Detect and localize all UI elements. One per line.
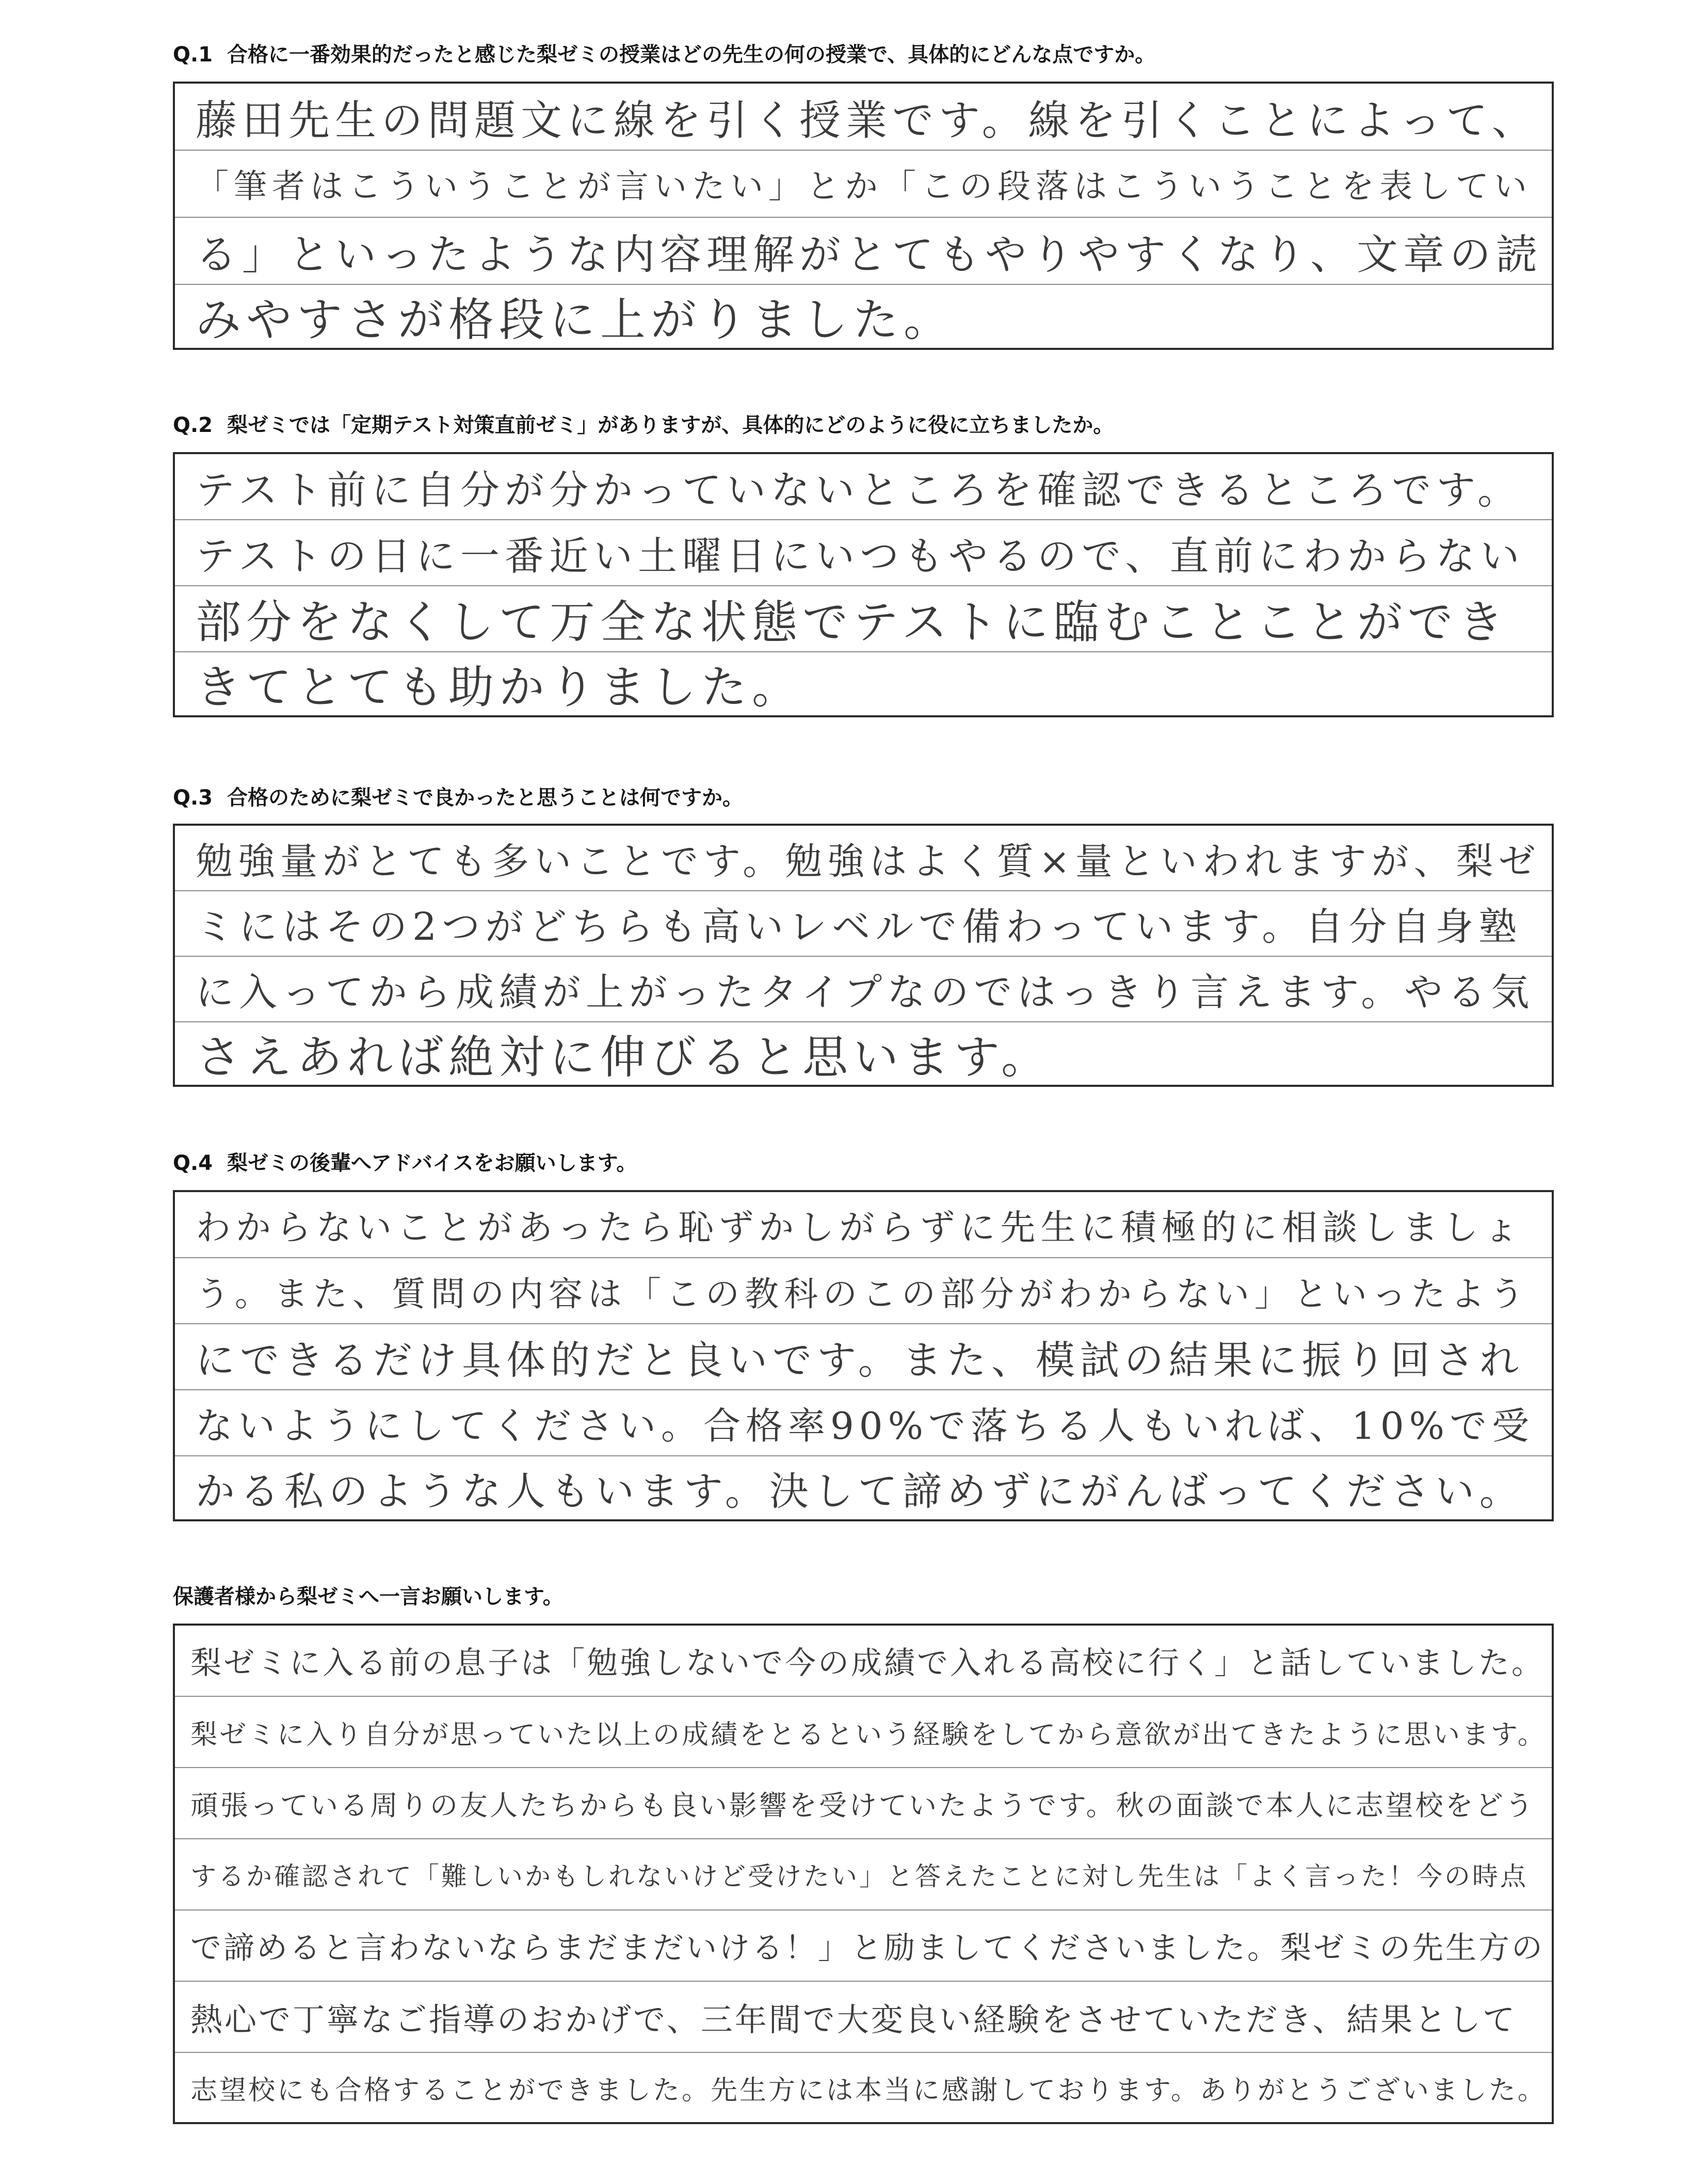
answer-line: う。また、質問の内容は「この教科のこの部分がわからない」といったよう — [175, 1258, 1552, 1324]
answer-line: テストの日に一番近い土曜日にいつもやるので、直前にわからない — [175, 520, 1552, 586]
question-number: Q.2 — [173, 413, 213, 437]
answer-box-4 — [173, 1190, 1554, 1521]
question-number: Q.1 — [173, 43, 213, 67]
question-number: Q.4 — [173, 1151, 213, 1175]
answer-line: きてとても助かりました。 — [196, 661, 803, 714]
answer-line: するか確認されて「難しいかもしれないけど受けたい」と答えたことに対し先生は「よく言った！今の時点 — [175, 1839, 1552, 1910]
answer-line: みやすさが格段に上がりました。 — [196, 293, 955, 346]
answer-box-2 — [173, 452, 1554, 717]
answer-line: ミにはその2つがどちらも高いレベルで備わっています。自分自身塾 — [175, 891, 1552, 957]
answer-line: 熱心で丁寧なご指導のおかげで、三年間で大変良い経験をさせていただき、結果として — [175, 1982, 1552, 2053]
question-text: 梨ゼミの後輩へアドバイスをお願いします。 — [227, 1151, 637, 1175]
answer-line: 藤田先生の問題文に線を引く授業です。線を引くことによって、 — [175, 84, 1552, 151]
answer-box-3 — [173, 824, 1554, 1087]
question-text: 梨ゼミでは「定期テスト対策直前ゼミ」がありますが、具体的にどのように役に立ちましたか。 — [227, 413, 1114, 437]
answer-box-1 — [173, 82, 1554, 350]
answer-line: 志望校にも合格することができました。先生方には本当に感謝しております。ありがとうございました。 — [190, 2075, 1547, 2106]
question-text: 合格のために梨ゼミで良かったと思うことは何ですか。 — [227, 786, 744, 810]
question-2-title — [173, 412, 1114, 439]
guardian-comment-box — [173, 1624, 1554, 2124]
question-text: 合格に一番効果的だったと感じた梨ゼミの授業はどの先生の何の授業で、具体的にどんな点ですか。 — [227, 43, 1156, 67]
question-number: Q.3 — [173, 786, 213, 810]
answer-line: 梨ゼミに入る前の息子は「勉強しないで今の成績で入れる高校に行く」と話していました。 — [175, 1626, 1552, 1697]
answer-line: 梨ゼミに入り自分が思っていた以上の成績をとるという経験をしてから意欲が出てきたように思います。 — [175, 1697, 1552, 1768]
answer-line: 部分をなくして万全な状態でテストに臨むことことができ — [175, 586, 1552, 652]
question-text: 保護者様から梨ゼミへ一言お願いします。 — [173, 1585, 564, 1609]
answer-line: 「筆者はこういうことが言いたい」とか「この段落はこういうことを表してい — [175, 151, 1552, 218]
answer-line: る」といったような内容理解がとてもやりやすくなり、文章の読 — [175, 218, 1552, 285]
answer-line: わからないことがあったら恥ずかしがらずに先生に積極的に相談しましょ — [175, 1192, 1552, 1258]
answer-line: 勉強量がとても多いことです。勉強はよく質×量といわれますが、梨ゼ — [175, 826, 1552, 891]
guardian-title — [173, 1583, 564, 1610]
question-1-title — [173, 41, 1155, 68]
answer-line: かる私のような人もいます。決して諦めずにがんばってください。 — [196, 1468, 1524, 1514]
answer-line: 頑張っている周りの友人たちからも良い影響を受けていたようです。秋の面談で本人に志望校をどう — [175, 1768, 1552, 1839]
question-3-title — [173, 784, 743, 811]
answer-line: で諦めると言わないならまだまだいける！」と励ましてくださいました。梨ゼミの先生方の — [175, 1910, 1552, 1982]
answer-line: ないようにしてください。合格率90%で落ちる人もいれば、10%で受 — [175, 1390, 1552, 1456]
question-4-title — [173, 1150, 637, 1177]
answer-line: テスト前に自分が分かっていないところを確認できるところです。 — [175, 454, 1552, 520]
answer-line: さえあれば絶対に伸びると思います。 — [196, 1030, 1052, 1084]
answer-line: に入ってから成績が上がったタイプなのではっきり言えます。やる気 — [175, 957, 1552, 1022]
answer-line: にできるだけ具体的だと良いです。また、模試の結果に振り回され — [175, 1324, 1552, 1390]
